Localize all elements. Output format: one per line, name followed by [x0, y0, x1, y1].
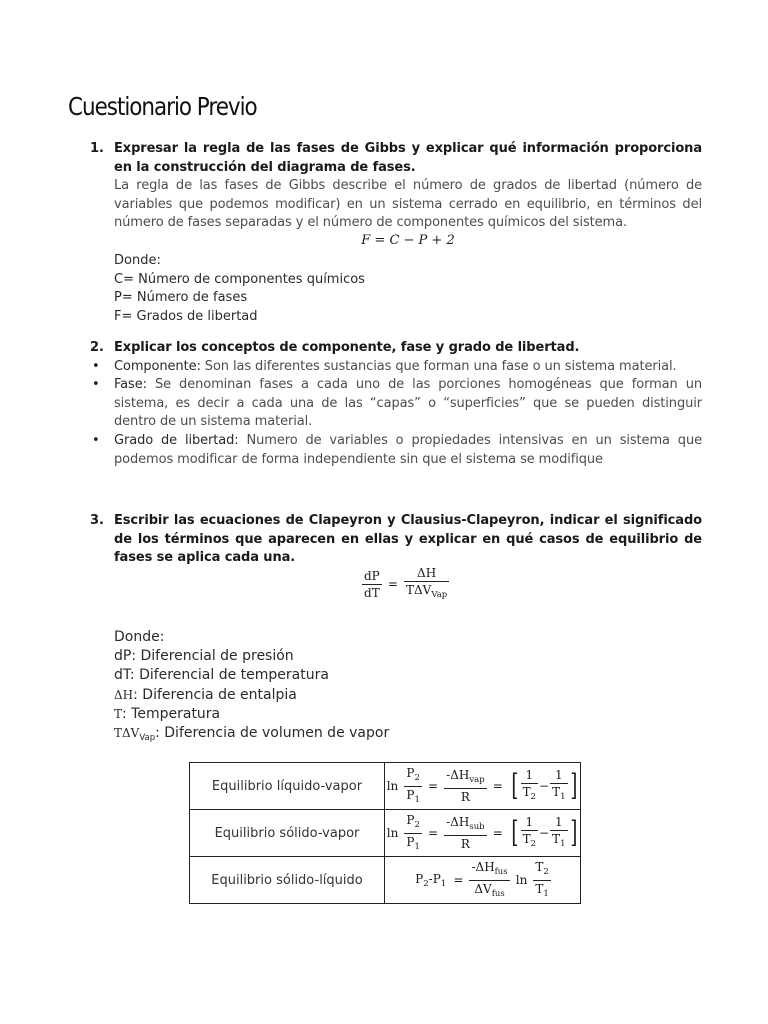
- question-3: [90, 512, 702, 568]
- question-number: 2.: [90, 340, 104, 355]
- table-row: [190, 810, 581, 857]
- bullet-icon: •: [92, 358, 100, 374]
- question-text: Expresar la regla de las fases de Gibbs y explicar qué información proporciona en la construcción del diagrama de fases.: [114, 141, 702, 175]
- question-2: [90, 339, 702, 469]
- term-label: Grado de libertad:: [114, 432, 239, 448]
- clausius-clapeyron-sub-formula: ln $\frac{P_2}{P_1}$ = $\frac{-\Delta H_{sub}}{R}$ = [ $\frac{1}{T_2}$ − $\frac{1}{T_1}$ ]: [385, 810, 581, 857]
- definition-c: C= Número de componentes químicos: [114, 271, 365, 287]
- clausius-clapeyron-vap-formula: ln $\frac{P_2}{P_1}$ = $\frac{-\Delta H_{vap}}{R}$ = [ $\frac{1}{T_2}$ − $\frac{1}{T_1}$ ]: [385, 763, 581, 810]
- definition-row: T: Temperatura: [114, 705, 221, 722]
- question-text: Explicar los conceptos de componente, fase y grado de libertad.: [114, 340, 580, 355]
- clapeyron-fus-formula: $P_2-P_1$ = $\frac{-\Delta H_{fus}}{\Delta V_{fus}}$ ln $\frac{T_2}{T_1}$: [385, 857, 581, 904]
- definition-row: dP: Diferencial de presión: [114, 648, 294, 665]
- fraction: $\frac{dP}{dT}$: [364, 568, 380, 600]
- donde-label: Donde:: [114, 252, 161, 268]
- question-1: [90, 140, 702, 326]
- term-definition: Numero de variables o propiedades intensivas en un sistema que podemos modificar de forma independiente sin que el sistema se modifique: [114, 432, 702, 467]
- list-item: [90, 358, 702, 377]
- page-title: Cuestionario Previo: [68, 92, 257, 121]
- list-item: [90, 376, 702, 432]
- definition-row: dT: Diferencial de temperatura: [114, 667, 329, 684]
- fraction: $\frac{\Delta H}{T\Delta V_{Vap}}$: [406, 566, 448, 600]
- donde-label: Donde:: [114, 629, 165, 645]
- term-definition: Son las diferentes sustancias que forman una fase o un sistema material.: [200, 358, 677, 374]
- definition-f: F= Grados de libertad: [114, 308, 258, 324]
- bullet-icon: •: [92, 432, 100, 448]
- definition-p: P= Número de fases: [114, 290, 248, 306]
- definition-row: ΔH: Diferencia de entalpia: [114, 686, 297, 703]
- table-cell-label: Equilibrio líquido-vapor: [190, 763, 385, 810]
- term-definition: Se denominan fases a cada uno de las porciones homogéneas que forman un sistema, es decir a cada una de las “capas” o “superficies” que se pueden distinguir dentro de un sistema material.: [114, 377, 702, 430]
- question-text: Escribir las ecuaciones de Clapeyron y Clausius-Clapeyron, indicar el significado de los términos que aparecen en ellas y explicar en qué casos de equilibrio de fases se aplica cada una.: [114, 513, 702, 566]
- clapeyron-definitions: [114, 628, 389, 748]
- bullet-icon: •: [92, 377, 100, 393]
- table-cell-label: Equilibrio sólido-vapor: [190, 810, 385, 857]
- question-number: 1.: [90, 141, 104, 156]
- list-item: [90, 432, 702, 469]
- question-number: 3.: [90, 513, 104, 528]
- answer-text: La regla de las fases de Gibbs describe el número de grados de libertad (número de variables que podemos modificar) en un sistema cerrado en equilibrio, en términos del número de fases separadas y el número de componentes químicos del sistema.: [114, 178, 702, 231]
- concept-list: [90, 358, 702, 470]
- table-row: [190, 763, 581, 810]
- table-row: [190, 857, 581, 904]
- clapeyron-equation: $\frac{dP}{dT}$ = $\frac{\Delta H}{T\Delta V_{Vap}}$: [364, 566, 448, 600]
- equilibrium-equations-table: [189, 762, 581, 904]
- definition-row: $T\Delta V_{Vap}$: Diferencia de volumen de vapor: [114, 725, 390, 744]
- gibbs-phase-rule-equation: F = C − P + 2: [361, 232, 455, 248]
- term-label: Componente:: [114, 358, 201, 374]
- term-label: Fase:: [114, 377, 147, 393]
- table-cell-label: Equilibrio sólido-líquido: [190, 857, 385, 904]
